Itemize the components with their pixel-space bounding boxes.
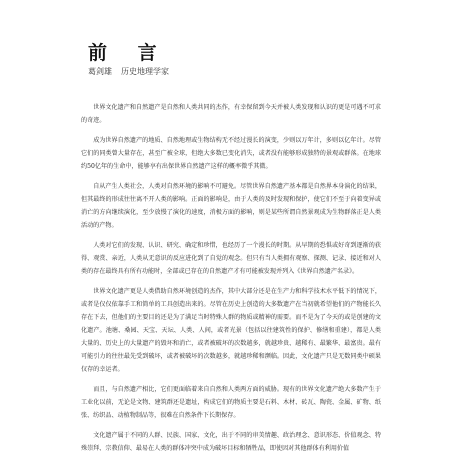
- author-title: 历史地理学家: [121, 67, 169, 76]
- paragraph: 人类对它们的发现、认识、研究、确定和珍惜，也经历了一个漫长的时期。从早期的恐惧或好奇到逐渐的获得、观赏、亲近，人类从无意识的反应进化到了自觉的观念。但只有当人类拥有观察、探测、记录、接近和对人类的存在最终具有所有功能时，全部或已存在的自然遗产才有可能被发现并列入《世界自然遗产名录》。: [81, 242, 381, 275]
- page-title: 前 言: [88, 42, 169, 64]
- author-name: 葛剑雄: [88, 67, 112, 76]
- paragraph: 文化遗产属于不同的人群、民族、国家、文化，出于不同的审美情趣、政治理念、意识形态、价值观念、特殊崇拜、宗教信仰、最易在人类的群体冲突中成为破坏目标和牺牲品，即使因对其他群体有利用价值: [81, 432, 381, 452]
- author-line: [88, 66, 169, 77]
- paragraph: 世界文化遗产和自然遗产是自然和人类共同的杰作，有幸保留到今天并被人类发现和认识的更是可遇不可求的奇迹。: [81, 104, 381, 124]
- preface-body: [81, 101, 381, 462]
- paragraph: 而且，与自然遗产相比，它们更面临着来自自然和人类两方面的威胁。现有的世界文化遗产绝大多数产生于工业化以前，无论是文物、建筑群还是遗址，构成它们的物质主要是石料、木材、砖瓦、陶瓷、金属、矿物、纸张、纺织品、动植物制品等，很难在自然条件下长期保存。: [81, 386, 381, 419]
- paragraph: 自从产生人类社会，人类对自然环境的影响不可避免。尽管世界自然遗产基本都是自然界本身演化的结果，但其最终的形成往往离不开人类的影响。正面的影响是，由于人类的及时发现和保护，使它们不至于向着变异或消亡的方向继续演化，至少放慢了演化的速度，消极方面的影响，则是某些所谓自然景观成为生物群落正是人类活动的产物。: [81, 183, 381, 229]
- paragraph: 世界文化遗产更是人类借助自然环境创造的杰作，其中大部分还是在生产力和科学技术水平低下的情况下，或者是仅仅依靠手工和简单的工具创造出来的。尽管在历史上创造的大多数遗产在当初就希望他们的产物能长久存在下去，但他们的主要目的还是为了满足当时特殊人群的物质或精神的需要。而不是为了今天的或是创建的文化遗产。池塘、桑园、天宝、天坛、人类、人间，或者光景（包括以往建筑性的保护、修缮和重建），都是人类大量的、历史上的大量遗产的毁坏和消亡，或者被破坏的次数越多，就越珍贵、越稀有、最繁华、最富贵。最有可能引力的往往最先受到破坏，或者被破坏的次数越多，就越珍稀和濒临。因此，文化遗产只是无数同类中硕果仅存的幸运者。: [81, 288, 381, 373]
- paragraph: 成为世界自然遗产的地质、自然地理或生物结构无不经过漫长的演变，少则以万年计，多则以亿年计。尽管它们的同类曾大量存在，甚至广被全球，但绝大多数已变化消失，或者没有能够形成独特的景观或群落。在地球约50亿年的生命中，能够享有出保世界自然遗产这样的概率微乎其微。: [81, 137, 381, 170]
